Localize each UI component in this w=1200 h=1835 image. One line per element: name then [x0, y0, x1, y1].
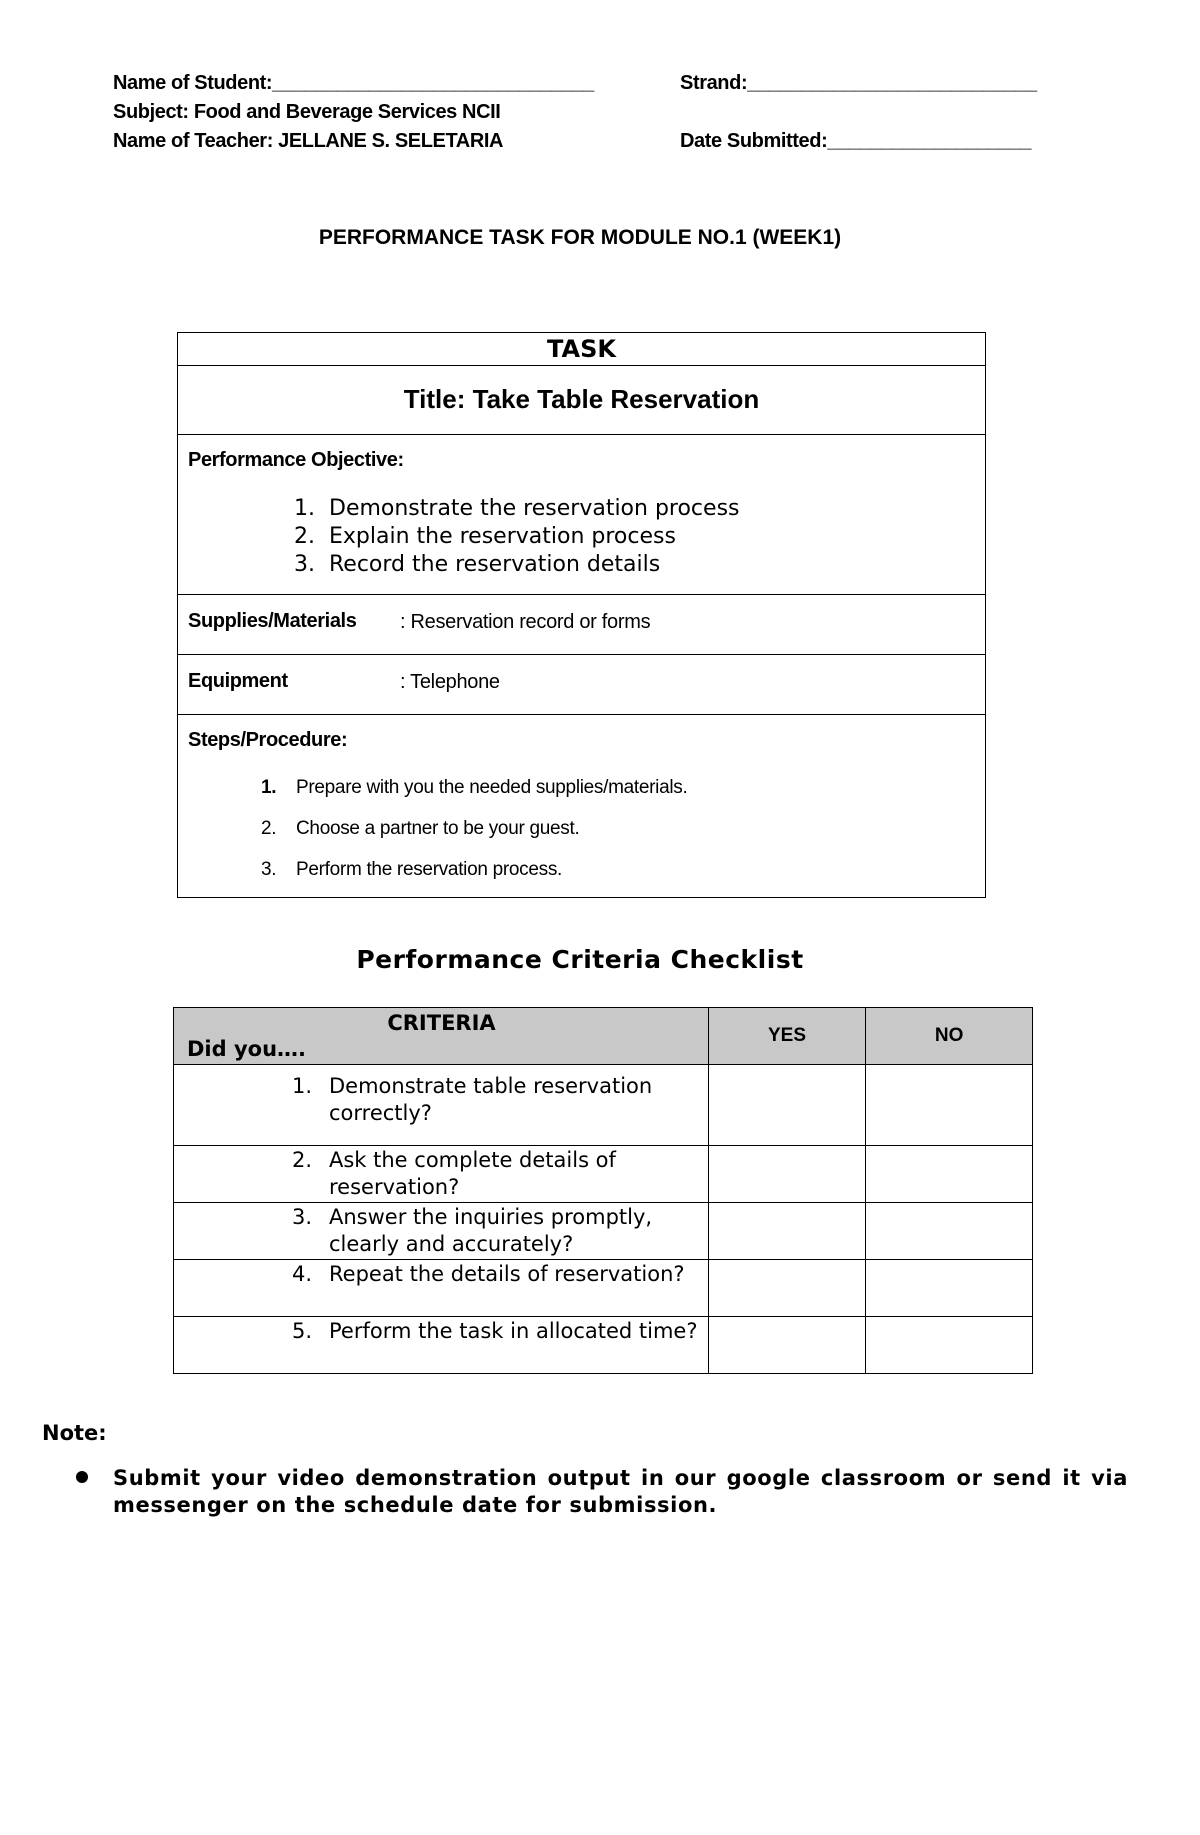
table-row: [174, 1260, 1033, 1317]
yes-cell[interactable]: [708, 1065, 866, 1146]
list-item: 1. Demonstrate the reservation process: [294, 496, 740, 521]
criteria-cell: 4. Repeat the details of reservation?: [174, 1260, 709, 1317]
criteria-cell: 2. Ask the complete details of reservation?: [174, 1146, 709, 1203]
date-submitted-field: Date Submitted:___________________: [680, 130, 1032, 152]
objective-label: Performance Objective:: [188, 449, 404, 471]
student-name-field: Name of Student:______________________________: [113, 72, 594, 94]
checklist-title: Performance Criteria Checklist: [356, 945, 804, 974]
no-cell[interactable]: [866, 1065, 1033, 1146]
yes-cell[interactable]: [708, 1146, 866, 1203]
supplies-label: Supplies/Materials: [188, 610, 357, 632]
list-item: 2. Explain the reservation process: [294, 524, 676, 549]
table-row: [174, 1203, 1033, 1260]
no-cell[interactable]: [866, 1317, 1033, 1374]
yes-cell[interactable]: [708, 1203, 866, 1260]
list-item: 1. Prepare with you the needed supplies/materials.: [261, 777, 688, 798]
yes-cell[interactable]: [708, 1260, 866, 1317]
equipment-section: [178, 655, 985, 715]
no-cell[interactable]: [866, 1203, 1033, 1260]
objective-list: [294, 495, 740, 579]
no-cell[interactable]: [866, 1260, 1033, 1317]
equipment-value: : Telephone: [400, 671, 500, 693]
task-heading: TASK: [178, 333, 985, 366]
supplies-section: [178, 595, 985, 655]
steps-label: Steps/Procedure:: [188, 729, 348, 751]
yes-cell[interactable]: [708, 1317, 866, 1374]
table-header-row: [174, 1008, 1033, 1065]
objectives-section: [178, 435, 985, 595]
list-item: 2. Choose a partner to be your guest.: [261, 818, 580, 839]
table-row: [174, 1317, 1033, 1374]
page-title: PERFORMANCE TASK FOR MODULE NO.1 (WEEK1): [318, 226, 842, 249]
task-title: Title: Take Table Reservation: [178, 366, 985, 435]
criteria-cell: 3. Answer the inquiries promptly, clearly and accurately?: [174, 1203, 709, 1260]
list-item: 3. Record the reservation details: [294, 552, 661, 577]
table-row: [174, 1065, 1033, 1146]
note-label: Note:: [42, 1421, 107, 1445]
criteria-cell: 5. Perform the task in allocated time?: [174, 1317, 709, 1374]
steps-section: [178, 715, 985, 897]
steps-list: [261, 777, 687, 900]
subject-line: Subject: Food and Beverage Services NCII: [113, 101, 501, 123]
supplies-value: : Reservation record or forms: [400, 611, 651, 633]
strand-field: Strand:___________________________: [680, 72, 1037, 94]
criteria-cell: 1. Demonstrate table reservation correctly?: [174, 1065, 709, 1146]
task-table: [177, 332, 986, 898]
criteria-header: CRITERIA Did you….: [174, 1008, 709, 1065]
checklist-table: [173, 1007, 1033, 1374]
teacher-line: Name of Teacher: JELLANE S. SELETARIA: [113, 130, 504, 152]
list-item: 3. Perform the reservation process.: [261, 859, 563, 880]
table-row: [174, 1146, 1033, 1203]
note-text: Submit your video demonstration output in our google classroom or send it via messenger on the schedule date for submission.: [113, 1466, 1128, 1517]
no-header: NO: [866, 1008, 1033, 1065]
yes-header: YES: [708, 1008, 866, 1065]
no-cell[interactable]: [866, 1146, 1033, 1203]
equipment-label: Equipment: [188, 670, 288, 692]
bullet-icon: [76, 1471, 88, 1483]
